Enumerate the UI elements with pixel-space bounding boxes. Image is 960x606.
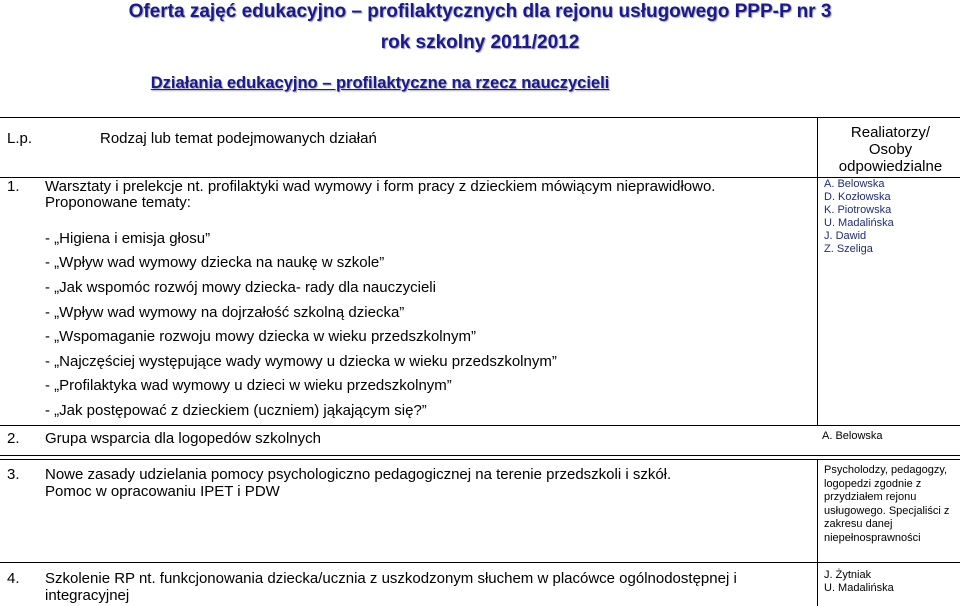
school-year-title: rok szkolny 2011/2012 xyxy=(380,32,580,53)
column-header-responsible: Realiatorzy/ Osoby odpowiedzialne xyxy=(838,124,943,175)
row-text-line: integracyjnej xyxy=(45,587,130,604)
row2-bottom-border-double xyxy=(0,459,960,460)
list-item: - „Profilaktyka wad wymowy u dzieci w wieku przedszkolnym” xyxy=(45,377,452,394)
column-divider-rows34 xyxy=(817,459,818,606)
row-number: 2. xyxy=(7,430,20,447)
row-text-line: Pomoc w opracowaniu IPET i PDW xyxy=(45,483,280,500)
table-top-border xyxy=(0,117,960,118)
column-divider-row1 xyxy=(817,117,818,425)
list-item: - „Jak postępować z dzieckiem (uczniem) jąkającym się?” xyxy=(45,402,427,419)
row-number: 4. xyxy=(7,570,20,587)
responsible-person: J. Dawid xyxy=(824,230,867,242)
row-number: 3. xyxy=(7,466,20,483)
responsible-person: U. Madalińska xyxy=(824,217,894,229)
row-text-line: Proponowane tematy: xyxy=(45,194,191,211)
list-item: - „Jak wspomóc rozwój mowy dziecka- rady dla nauczycieli xyxy=(45,279,436,296)
row1-bottom-border xyxy=(0,425,960,426)
column-header-topic: Rodzaj lub temat podejmowanych działań xyxy=(100,130,377,147)
page-title: Oferta zajęć edukacyjno – profilaktycznych dla rejonu usługowego PPP-P nr 3 xyxy=(128,1,832,22)
responsible-person: A. Belowska xyxy=(822,430,883,442)
list-item: - „Wpływ wad wymowy dziecka na naukę w szkole” xyxy=(45,254,385,271)
list-item: - „Wspomaganie rozwoju mowy dziecka w wieku przedszkolnym” xyxy=(45,328,476,345)
row-text-line: Szkolenie RP nt. funkcjonowania dziecka/ucznia z uszkodzonym słuchem w placówce ogólnodostępnej i xyxy=(45,570,737,587)
list-item: - „Higiena i emisja głosu” xyxy=(45,230,211,247)
responsible-person: J. Żytniak xyxy=(824,569,872,581)
responsible-person: Z. Szeliga xyxy=(824,243,873,255)
responsible-persons: Psycholodzy, pedagogzy, logopedzi zgodnie z przydziałem rejonu usługowego. Specjaliści z zakresu danej niepełnosprawności xyxy=(824,464,950,544)
row3-bottom-border xyxy=(0,562,960,563)
list-item: - „Wpływ wad wymowy na dojrzałość szkolną dziecka” xyxy=(45,304,405,321)
list-item: - „Najczęściej występujące wady wymowy u dziecka w wieku przedszkolnym” xyxy=(45,353,557,370)
responsible-person: U. Madalińska xyxy=(824,582,894,594)
row-text-line: Nowe zasady udzielania pomocy psychologiczno pedagogicznej na terenie przedszkoli i szkół. xyxy=(45,466,672,483)
responsible-person: D. Kozłowska xyxy=(824,191,891,203)
section-subtitle: Działania edukacyjno – profilaktyczne na rzecz nauczycieli xyxy=(150,74,610,92)
row-number: 1. xyxy=(7,178,20,195)
responsible-person: K. Piotrowska xyxy=(824,204,892,216)
row2-bottom-border xyxy=(0,455,960,456)
row-text-line: Warsztaty i prelekcje nt. profilaktyki wad wymowy i form pracy z dzieckiem mówiącym nieprawidłowo. xyxy=(45,178,716,195)
responsible-person: A. Belowska xyxy=(824,178,885,190)
row-text-line: Grupa wsparcia dla logopedów szkolnych xyxy=(45,430,321,447)
column-header-lp: L.p. xyxy=(7,130,33,147)
